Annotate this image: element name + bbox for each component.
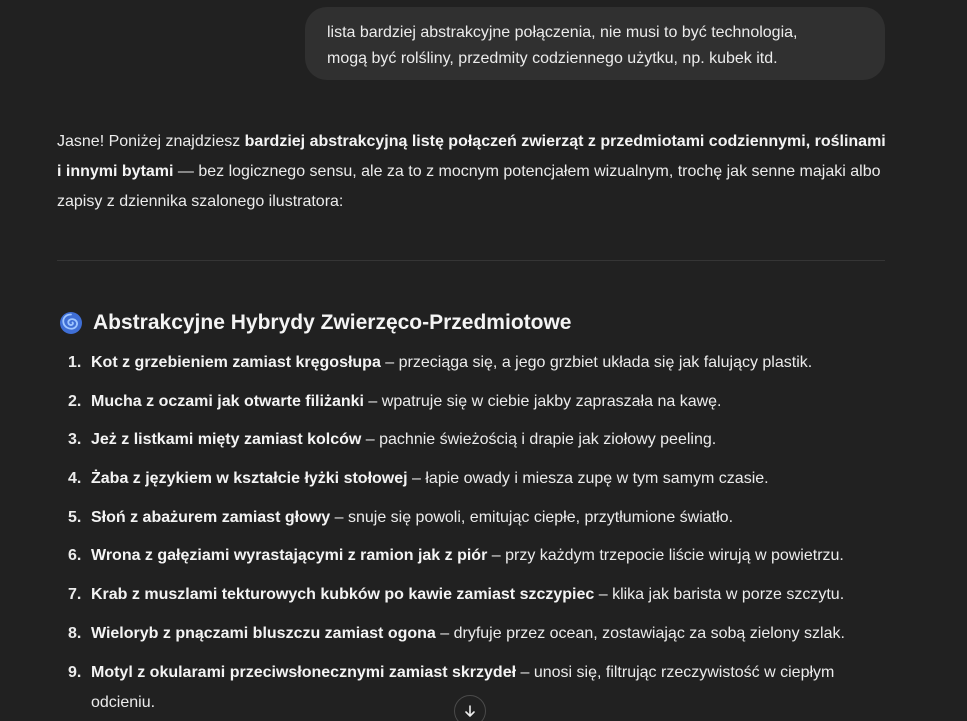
intro-tail: — bez logicznego sensu, ale za to z mocnym potencjałem wizualnym, trochę jak senne majaki albo zapisy z dziennika szalonego ilustratora: <box>57 163 881 210</box>
list-item <box>57 425 897 455</box>
section-heading <box>59 308 571 338</box>
list-item-body <box>91 541 897 571</box>
list-item-body <box>91 503 897 533</box>
list-item-number: 8. <box>68 624 82 642</box>
list-item-number: 4. <box>68 470 82 488</box>
list-item-body <box>91 425 897 455</box>
list-item <box>57 464 897 494</box>
list-item-title: Motyl z okularami przeciwsłonecznymi zamiast skrzydeł <box>91 663 517 681</box>
list-item-description: – unosi się, filtrując rzeczywistość w ciepłym odcieniu. <box>91 663 835 711</box>
list-item-title: Jeż z listkami mięty zamiast kolców <box>91 431 362 449</box>
list-item-description: – snuje się powoli, emitując ciepłe, przytłumione światło. <box>330 508 734 526</box>
user-message-line-1: lista bardziej abstrakcyjne połączenia, nie musi to być technologia, <box>327 24 798 41</box>
cyclone-emoji-icon <box>59 311 83 335</box>
list-item <box>57 387 897 417</box>
list-item-number: 7. <box>68 586 82 604</box>
list-item-number: 6. <box>68 547 82 565</box>
list-item-number: 1. <box>68 354 82 371</box>
list-item-title: Słoń z abażurem zamiast głowy <box>91 508 331 526</box>
list-item-title: Wrona z gałęziami wyrastającymi z ramion jak z piór <box>91 547 488 565</box>
list-item-description: – łapie owady i miesza zupę w tym samym czasie. <box>407 470 769 488</box>
list-item-body <box>91 658 897 718</box>
section-divider <box>57 260 885 261</box>
assistant-intro-paragraph <box>57 127 887 217</box>
section-heading-text: Abstrakcyjne Hybrydy Zwierzęco-Przedmiotowe <box>93 311 572 334</box>
list-item-number: 5. <box>68 508 82 526</box>
user-message-bubble <box>305 7 885 80</box>
list-item <box>57 541 897 571</box>
list-item-description: – klika jak barista w porze szczytu. <box>594 586 845 604</box>
list-item-title: Wieloryb z pnączami bluszczu zamiast ogona <box>91 624 436 642</box>
list-item-description: – przeciąga się, a jego grzbiet układa się jak falujący plastik. <box>380 354 813 371</box>
list-item-title: Kot z grzebieniem zamiast kręgosłupa <box>91 354 381 371</box>
list-item-body <box>91 619 897 649</box>
list-item <box>57 348 897 378</box>
list-item-number: 9. <box>68 663 82 681</box>
list-item-title: Żaba z językiem w kształcie łyżki stołowej <box>91 470 408 488</box>
hybrid-list <box>57 348 897 721</box>
list-item-title: Mucha z oczami jak otwarte filiżanki <box>91 392 364 410</box>
list-item <box>57 580 897 610</box>
scroll-to-bottom-button[interactable] <box>454 695 486 721</box>
list-item-body <box>91 387 897 417</box>
list-item-description: – wpatruje się w ciebie jakby zapraszała na kawę. <box>363 392 722 410</box>
list-item-title: Krab z muszlami tekturowych kubków po kawie zamiast szczypiec <box>91 586 595 604</box>
list-item <box>57 619 897 649</box>
list-item <box>57 503 897 533</box>
list-item-body <box>91 464 897 494</box>
arrow-down-icon <box>463 704 477 718</box>
user-message-line-2: mogą być rolśliny, przedmity codziennego użytku, np. kubek itd. <box>327 50 778 67</box>
list-item-description: – przy każdym trzepocie liście wirują w powietrzu. <box>487 547 844 565</box>
list-item-description: – pachnie świeżością i drapie jak ziołowy peeling. <box>361 431 717 449</box>
intro-bold: bardziej abstrakcyjną listę połączeń zwierząt z przedmiotami codziennymi, roślinami i innymi bytami <box>57 133 886 180</box>
intro-lead: Jasne! Poniżej znajdziesz <box>57 133 245 150</box>
list-item-number: 2. <box>68 392 82 410</box>
list-item-body <box>91 580 897 610</box>
list-item-body <box>91 348 897 378</box>
list-item-number: 3. <box>68 431 82 449</box>
list-item-description: – dryfuje przez ocean, zostawiając za sobą zielony szlak. <box>435 624 845 642</box>
